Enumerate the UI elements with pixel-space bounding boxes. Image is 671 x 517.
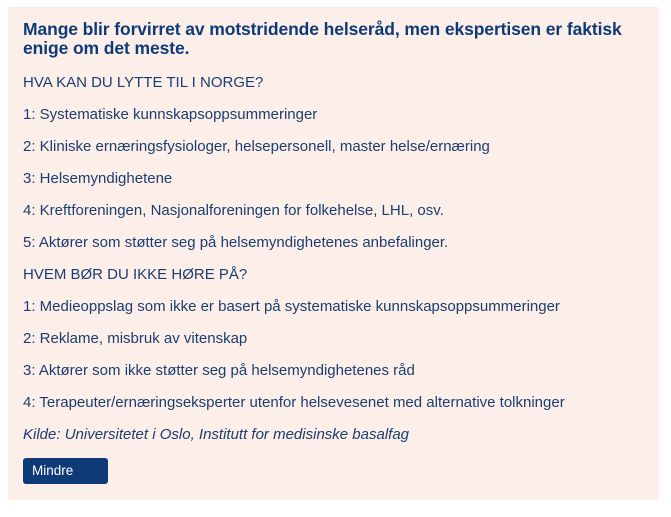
fact-box-title: Mange blir forvirret av motstridende helseråd, men ekspertisen er faktisk enige om det meste. — [23, 19, 622, 58]
listen-section-heading: HVA KAN DU LYTTE TIL I NORGE? — [23, 74, 264, 91]
avoid-list-item: 3: Aktører som ikke støtter seg på helsemyndighetenes råd — [23, 362, 415, 379]
fact-box — [8, 7, 659, 500]
avoid-list-item: 2: Reklame, misbruk av vitenskap — [23, 330, 248, 347]
source-credit: Kilde: Universitetet i Oslo, Institutt for medisinske basalfag — [23, 426, 410, 443]
listen-list-item: 4: Kreftforeningen, Nasjonalforeningen for folkehelse, LHL, osv. — [23, 202, 444, 219]
avoid-list-item: 4: Terapeuter/ernæringseksperter utenfor helsevesenet med alternative tolkninger — [23, 394, 565, 411]
listen-list-item: 1: Systematiske kunnskapsoppsummeringer — [23, 106, 318, 123]
avoid-list-item: 1: Medieoppslag som ikke er basert på systematiske kunnskapsoppsummeringer — [23, 298, 560, 315]
less-button[interactable]: Mindre — [23, 458, 108, 484]
listen-list-item: 2: Kliniske ernæringsfysiologer, helsepersonell, master helse/ernæring — [23, 138, 490, 155]
listen-list-item: 3: Helsemyndighetene — [23, 170, 173, 187]
avoid-section-heading: HVEM BØR DU IKKE HØRE PÅ? — [23, 266, 248, 283]
listen-list-item: 5: Aktører som støtter seg på helsemyndighetenes anbefalinger. — [23, 234, 449, 251]
